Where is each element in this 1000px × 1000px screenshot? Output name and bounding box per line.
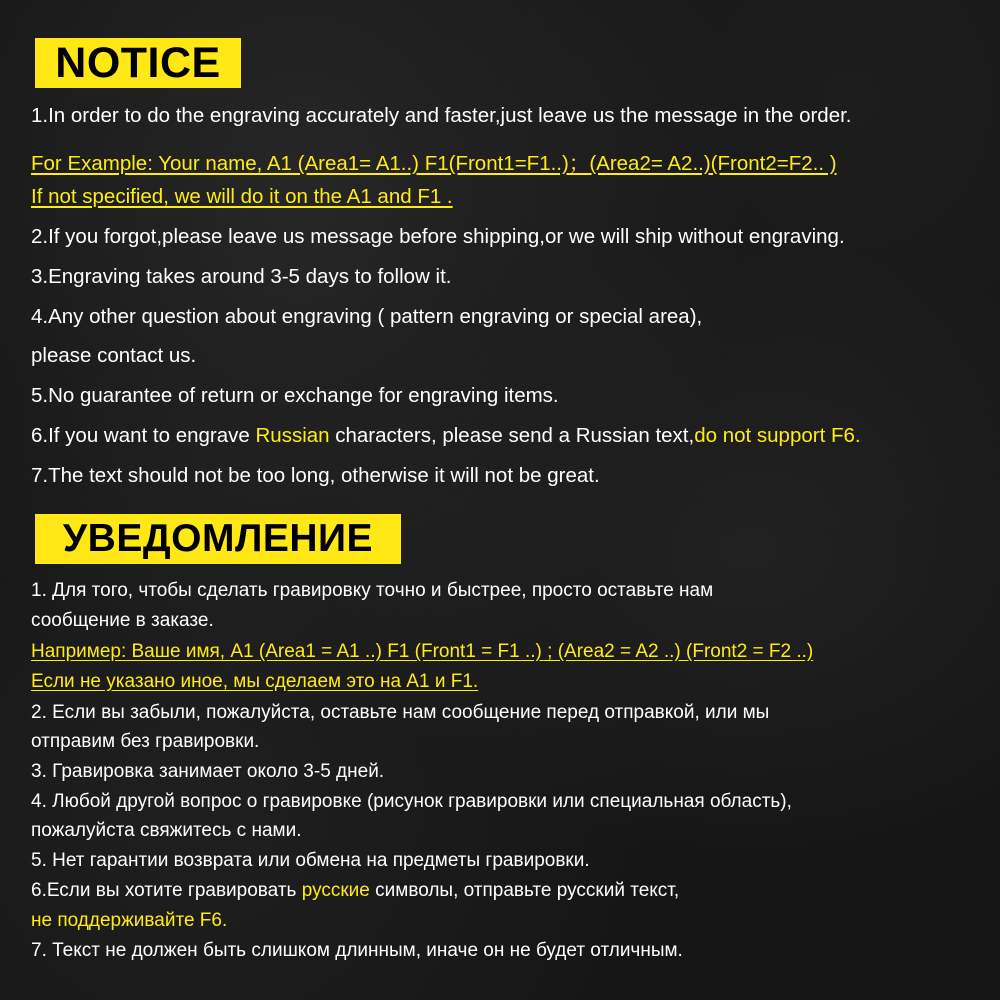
ru-item-3: 3. Гравировка занимает около 3-5 дней. [31,761,385,782]
en-item-6-no-f6: do not support F6. [694,424,861,447]
ru-item-6-no-f6: не поддерживайте F6. [31,910,228,931]
notice-heading: NOTICE [35,38,241,88]
en-item-4b: please contact us. [31,344,197,367]
en-not-specified-line: If not specified, we will do it on the A1 and F1 . [31,185,453,208]
ru-item-6-russian: русские [301,880,370,901]
ru-item-7: 7. Текст не должен быть слишком длинным, иначе он не будет отличным. [31,940,683,961]
ru-example-line: Например: Ваше имя, A1 (Area1 = A1 ..) F1 (Front1 = F1 ..) ; (Area2 = A2 ..) (Front2 = F2 ..) [31,641,814,662]
en-item-7: 7.The text should not be too long, otherwise it will not be great. [31,464,600,487]
en-example-line: For Example: Your name, A1 (Area1= A1..) F1(Front1=F1..)；(Area2= A2..)(Front2=F2.. ) [31,152,837,175]
en-item-4a: 4.Any other question about engraving ( pattern engraving or special area), [31,305,703,328]
ru-item-6-part-a: 6.Если вы хотите гравировать [31,880,302,901]
en-item-6-part-c: characters, please send a Russian text, [329,424,695,447]
ru-item-2a: 2. Если вы забыли, пожалуйста, оставьте нам сообщение перед отправкой, или мы [31,702,770,723]
en-item-6 [31,424,861,448]
ru-notice-heading: УВЕДОМЛЕНИЕ [35,514,401,564]
ru-item-6-part-c: символы, отправьте русский текст, [369,880,680,901]
ru-item-4a: 4. Любой другой вопрос о гравировке (рисунок гравировки или специальная область), [31,791,792,812]
en-item-3: 3.Engraving takes around 3-5 days to follow it. [31,265,452,288]
ru-item-6 [31,880,679,902]
ru-item-2b: отправим без гравировки. [31,731,260,752]
ru-not-specified-line: Если не указано иное, мы сделаем это на A1 и F1. [31,671,479,692]
en-item-6-russian: Russian [255,424,330,447]
ru-item-1b: сообщение в заказе. [31,610,214,631]
ru-item-4b: пожалуйста свяжитесь с нами. [31,820,302,841]
ru-item-5: 5. Нет гарантии возврата или обмена на предметы гравировки. [31,850,590,871]
ru-item-1a: 1. Для того, чтобы сделать гравировку точно и быстрее, просто оставьте нам [31,580,714,601]
en-item-2: 2.If you forgot,please leave us message before shipping,or we will ship without engraving. [31,225,845,248]
en-item-6-part-a: 6.If you want to engrave [31,424,256,447]
en-item-1: 1.In order to do the engraving accurately and faster,just leave us the message in the order. [31,104,852,127]
en-item-5: 5.No guarantee of return or exchange for engraving items. [31,384,559,407]
